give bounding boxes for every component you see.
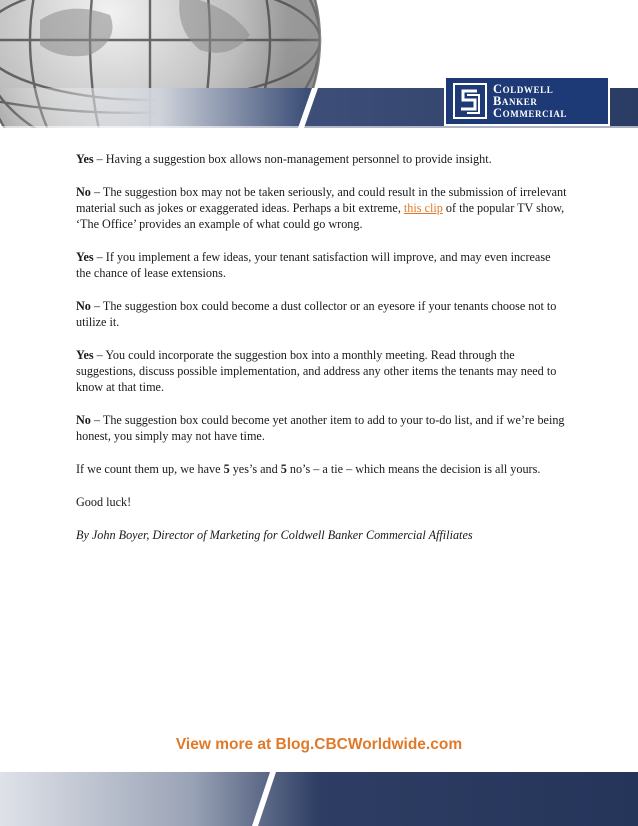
yes-count: 5 [223,462,230,476]
tally-text: yes’s and [229,462,281,476]
paragraph-text: – The suggestion box could become a dust collector or an eyesore if your tenants choose not to utilize it. [76,299,557,329]
paragraph-text: – You could incorporate the suggestion box into a monthly meeting. Read through the suggestions, discuss possible implementation, and address any other items the tenants may need to know at that time. [76,348,557,394]
paragraph-text: – Having a suggestion box allows non-management personnel to provide insight. [93,152,492,166]
paragraph-text: – The suggestion box may not be taken seriously, and could result in the submission of irrelevant material such as jokes or exaggerated ideas. Perhaps a bit extreme, [76,185,567,215]
answer-lead: No [76,185,91,199]
coldwell-banker-commercial-logo [444,76,610,126]
tally-paragraph [76,461,568,477]
paragraph-no-2 [76,298,568,330]
answer-lead: Yes [76,250,94,264]
answer-lead: Yes [76,348,94,362]
paragraph-no-1 [76,184,568,232]
article-body [76,151,568,560]
closing-line: Good luck! [76,495,132,509]
answer-lead: No [76,299,91,313]
this-clip-link[interactable]: this clip [403,201,443,215]
paragraph-text: of the popular TV show, ‘The Office’ provides an example of what could go wrong. [76,201,565,231]
tally-text: no’s – a tie – which means the decision is all yours. [286,462,541,476]
logo-line-2: Banker [493,94,538,108]
answer-lead: No [76,413,91,427]
paragraph-no-3 [76,412,568,444]
paragraph-yes-3 [76,347,568,395]
cb-emblem-icon [453,83,487,119]
paragraph-yes-2 [76,249,568,281]
logo-line-3: Commercial [493,106,568,120]
tally-text: If we count them up, we have [76,462,224,476]
paragraph-text: – If you implement a few ideas, your tenant satisfaction will improve, and may even increase the chance of lease extensions. [76,250,551,280]
view-more-link[interactable]: View more at Blog.CBCWorldwide.com [175,736,463,753]
no-count: 5 [280,462,287,476]
footer-bar [0,772,638,826]
answer-lead: Yes [76,152,94,166]
logo-line-1: Coldwell [493,82,554,96]
paragraph-yes-1 [76,151,568,167]
paragraph-text: – The suggestion box could become yet another item to add to your to-do list, and if we’re being honest, you simply may not have time. [76,413,565,443]
author-byline: By John Boyer, Director of Marketing for Coldwell Banker Commercial Affiliates [76,528,473,542]
page-header [0,0,638,128]
